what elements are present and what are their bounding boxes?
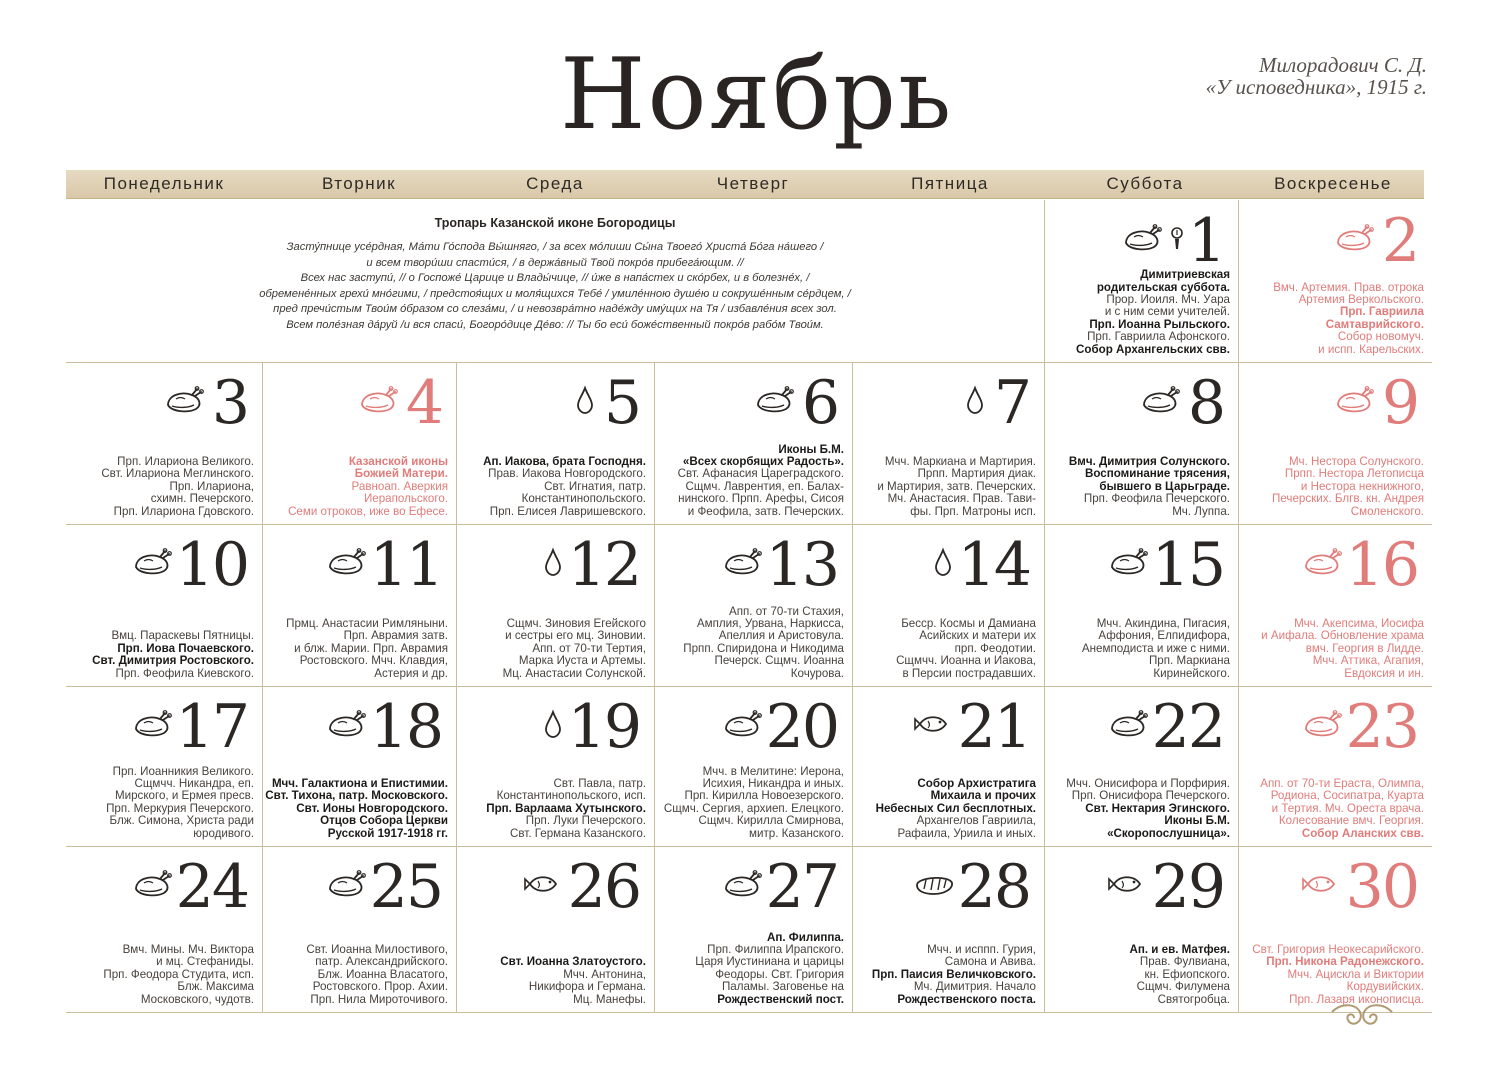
saint-line: Исихия, Никандра и иных. [702, 776, 844, 790]
saint-line: «Скоропослушница». [1107, 826, 1230, 840]
day-cell-20[interactable] [655, 687, 852, 846]
saint-line: Прп. Феодора Студита, исп. [103, 967, 254, 981]
saint-line: и блж. Марии. Прп. Аврамия [294, 641, 448, 655]
saint-line: патр. Александрийского. [315, 955, 448, 969]
saint-line: Евдоксия и ин. [1344, 666, 1424, 680]
saint-line: Прп. Луки Печерского. [525, 814, 646, 828]
roast-chicken-icon [1122, 223, 1162, 253]
water-drop-icon [964, 385, 986, 415]
day-number: 26 [567, 852, 640, 922]
saint-line: Свт. Иоанна Златоустого. [500, 955, 646, 969]
saint-line: Семи отроков, иже во Ефесе. [288, 504, 448, 518]
day-saints-text [877, 456, 1036, 518]
day-saints-text [1273, 282, 1424, 356]
day-number: 24 [175, 852, 248, 922]
saint-line: кн. Ефиопского. [1144, 967, 1230, 981]
saint-line: Апп. от 70-ти Ераста, Олимпа, [1260, 776, 1424, 790]
saint-line: Мирского, и Ермея пресв. [114, 789, 254, 803]
saint-line: Собор Архистратига [917, 776, 1036, 790]
roast-chicken-icon [1302, 709, 1342, 739]
day-cell-15[interactable] [1045, 525, 1238, 686]
saint-line: Равноап. Аверкия [351, 479, 448, 493]
saint-line: Печерск. Сщмч. Иоанна [714, 654, 844, 668]
saint-line: Московского, чудотв. [140, 992, 254, 1006]
day-saints-text [103, 944, 254, 1006]
roast-chicken-icon [722, 869, 762, 899]
saint-line: родительская суббота. [1096, 280, 1230, 294]
saint-line: прп. Феодотии. [954, 641, 1036, 655]
day-cell-18[interactable] [263, 687, 456, 846]
saint-line: Прп. Илариона, [169, 479, 254, 493]
troparion-line: и всем твори́ши спасти́ся, / в держа́вный Твой покро́в прибега́ющим. // [366, 256, 744, 269]
saint-line: и сестры его мц. Зиновии. [505, 629, 646, 643]
bread-icon [914, 869, 954, 899]
day-saints-text [288, 456, 448, 518]
saint-line: Сщмч. Кирилла Смирнова, [698, 814, 844, 828]
attribution-author: Милорадович С. Д. [1258, 53, 1427, 77]
saint-line: Прп. Паисия Величковского. [871, 967, 1036, 981]
saint-line: фы. Прп. Матроны исп. [910, 504, 1036, 518]
saint-line: Вмч. Мины. Мч. Виктора [122, 942, 254, 956]
saint-line: Иконы Б.М. [1164, 814, 1230, 828]
saint-line: Архангелов Гавриила, [916, 814, 1036, 828]
day-number: 22 [1151, 692, 1224, 762]
saint-line: «Всех скорбящих Радость». [682, 454, 844, 468]
fish-icon [1108, 869, 1148, 899]
day-cell-16[interactable] [1239, 525, 1432, 686]
saint-line: Прпп. Спиридона и Никодима [683, 641, 844, 655]
saint-line: Аффония, Елпидифора, [1098, 629, 1230, 643]
saint-line: Прп. Варлаама Хутынского. [486, 801, 646, 815]
saint-line: Блж. Иоанна Власатого, [317, 967, 448, 981]
saint-line: юродивого. [193, 826, 254, 840]
day-number: 30 [1345, 852, 1418, 922]
saint-line: Мчч. Аттика, Агапия, [1312, 654, 1424, 668]
day-number: 27 [765, 852, 838, 922]
day-saints-text [876, 778, 1036, 840]
day-cell-6[interactable] [655, 363, 852, 524]
saint-line: Свт. Афанасия Цареградского. [677, 467, 844, 481]
water-drop-icon [542, 547, 564, 577]
saint-line: Родиона, Сосипатра, Куарта [1270, 789, 1424, 803]
day-cell-27[interactable] [655, 847, 852, 1012]
roast-chicken-icon [1108, 709, 1148, 739]
saint-line: Мчч. Акиндина, Пигасия, [1096, 616, 1230, 630]
day-number: 25 [369, 852, 442, 922]
day-cell-1[interactable] [1045, 201, 1238, 362]
grid-line [66, 1012, 1432, 1013]
saint-line: Рождественского поста. [897, 992, 1036, 1006]
saint-line: Прп. Елисея Лавришевского. [489, 504, 646, 518]
day-number: 6 [801, 368, 838, 438]
day-saints-text [500, 956, 646, 1006]
day-cell-12[interactable] [457, 525, 654, 686]
saint-line: Собор Аланских свв. [1301, 826, 1424, 840]
troparion-title: Тропарь Казанской иконе Богородицы [434, 216, 676, 230]
weekday-wed: Среда [526, 174, 584, 193]
saint-line: Прп. Гавриила Афонского. [1087, 330, 1230, 344]
day-saints-text [306, 944, 448, 1006]
saint-line: Царя Иустиниана и царицы [695, 955, 844, 969]
saint-line: Прп. Филиппа Ирапского. [707, 942, 844, 956]
day-cell-29[interactable] [1045, 847, 1238, 1012]
day-number: 11 [369, 530, 442, 600]
saint-line: Прп. Лазаря иконописца. [1289, 992, 1424, 1006]
saint-line: Прмц. Анастасии Римляныни. [286, 616, 448, 630]
troparion-line: пред пречи́стым Твои́м о́бразом со слеза́ми, / и невозвра́тно наде́жду иму́щих на Тя / избавле́ния всех зол. [273, 303, 837, 316]
saint-line: Марка Иуста и Артемы. [518, 654, 646, 668]
attribution [1127, 54, 1427, 98]
month-title: Ноябрь [560, 38, 954, 152]
troparion [70, 216, 1040, 334]
saint-line: Прп. Илариона Великого. [117, 454, 254, 468]
saint-line: Прп. Меркурия Печерского. [106, 801, 254, 815]
saint-line: Мчч. Онисифора и Порфирия. [1066, 776, 1230, 790]
saint-line: Свт. Илариона Меглинского. [101, 467, 254, 481]
saint-line: Сщмч. Сергия, архиеп. Елецкого. [663, 801, 844, 815]
saint-line: Свт. Павла, патр. [553, 776, 646, 790]
saint-line: и мц. Стефаниды. [156, 955, 254, 969]
saint-line: Никифора и Германа. [528, 980, 646, 994]
saint-line: Вмч. Димитрия Солунского. [1068, 454, 1230, 468]
saint-line: Сщмчч. Никандра, еп. [134, 776, 254, 790]
day-cell-17[interactable] [67, 687, 262, 846]
saint-line: Прпп. Нестора Летописца [1284, 467, 1424, 481]
day-number: 7 [993, 368, 1030, 438]
day-cell-11[interactable] [263, 525, 456, 686]
saint-line: Прп. Никона Радонежского. [1266, 955, 1424, 969]
saint-line: Мчч. Галактиона и Епистимии. [272, 776, 448, 790]
day-number: 29 [1151, 852, 1224, 922]
day-saints-text [1066, 778, 1230, 840]
saint-line: в Персии пострадавших. [902, 666, 1036, 680]
saint-line: Мч. Анастасия. Прав. Тави- [887, 492, 1036, 506]
day-number: 13 [765, 530, 838, 600]
saint-line: и с ним семи учителей. [1104, 305, 1230, 319]
day-saints-text [503, 618, 646, 680]
saint-line: Мц. Манефы. [573, 992, 646, 1006]
day-saints-text [286, 618, 448, 680]
day-cell-3[interactable] [67, 363, 262, 524]
roast-chicken-icon [132, 547, 172, 577]
saint-line: Прп. Феофила Киевского. [115, 666, 254, 680]
day-saints-text [1252, 944, 1424, 1006]
saint-line: бывшего в Царьграде. [1099, 479, 1230, 493]
day-number: 9 [1381, 368, 1418, 438]
saint-line: Анемподиста и иже с ними. [1081, 641, 1230, 655]
day-saints-text [483, 456, 646, 518]
saint-line: Самтаврийского. [1325, 317, 1424, 331]
day-cell-2[interactable] [1239, 201, 1432, 362]
troparion-line: Всех нас заступи́, // о Госпоже́ Царице и Влады́чице, // и́же в напа́стех и ско́рбех, и в болезне́х, / [300, 272, 810, 285]
day-cell-21[interactable] [853, 687, 1044, 846]
day-cell-28[interactable] [853, 847, 1044, 1012]
saint-line: Киринейского. [1153, 666, 1230, 680]
day-saints-text [1260, 778, 1424, 840]
saint-line: Кочурова. [790, 666, 844, 680]
day-saints-text [1272, 456, 1424, 518]
day-saints-text [1261, 618, 1424, 680]
water-drop-icon [932, 547, 954, 577]
saint-line: Сщмч. Лаврентия, еп. Балах- [685, 479, 844, 493]
day-cell-13[interactable] [655, 525, 852, 686]
day-saints-text [486, 778, 646, 840]
saint-line: и Тертия. Мч. Ореста врача. [1271, 801, 1424, 815]
saint-line: Мчч. в Мелитине: Иерона, [702, 764, 844, 778]
day-number: 21 [957, 692, 1030, 762]
saint-line: Блж. Симона, Христа ради [109, 814, 254, 828]
day-cell-9[interactable] [1239, 363, 1432, 524]
fish-icon [524, 869, 564, 899]
saint-line: Свт. Ионы Новгородского. [296, 801, 448, 815]
saint-line: Божией Матери. [354, 467, 448, 481]
saint-line: Мчч. Акепсима, Иосифа [1294, 616, 1424, 630]
saint-line: Сщмчч. Иоанна и Иакова, [896, 654, 1036, 668]
weekday-tue: Вторник [321, 174, 397, 193]
saint-line: Отцов Собора Церкви [320, 814, 448, 828]
saint-line: Колесование вмч. Георгия. [1278, 814, 1424, 828]
roast-chicken-icon [326, 547, 366, 577]
roast-chicken-icon [164, 385, 204, 415]
saint-line: Ап. и ев. Матфея. [1129, 942, 1230, 956]
saint-line: Прп. Иоанникия Великого. [112, 764, 254, 778]
saint-line: Михаила и прочих [930, 789, 1036, 803]
candle-lamp-icon [1170, 225, 1184, 251]
saint-line: Астерия и др. [374, 666, 448, 680]
saint-line: Прп. Кирилла Новоезерского. [684, 789, 844, 803]
saint-line: Прп. Онисифора Печерского. [1071, 789, 1230, 803]
day-number: 4 [405, 368, 442, 438]
saint-line: Прор. Иоиля. Мч. Уара [1106, 292, 1230, 306]
roast-chicken-icon [326, 869, 366, 899]
day-number: 28 [957, 852, 1030, 922]
saint-line: Свт. Димитрия Ростовского. [92, 654, 254, 668]
saint-line: Блж. Максима [177, 980, 254, 994]
day-saints-text [106, 766, 254, 840]
saint-line: Прп. Нила Мироточивого. [310, 992, 448, 1006]
saint-line: Апп. от 70-ти Тертия, [532, 641, 646, 655]
saint-line: Апп. от 70-ти Стахия, [729, 604, 844, 618]
saint-line: Апеллия и Аристовула. [718, 629, 844, 643]
saint-line: Иерапольского. [363, 492, 448, 506]
fish-icon [914, 709, 954, 739]
roast-chicken-icon [722, 709, 762, 739]
roast-chicken-icon [358, 385, 398, 415]
day-number: 18 [369, 692, 442, 762]
day-number: 10 [175, 530, 248, 600]
roast-chicken-icon [1334, 385, 1374, 415]
saint-line: Святогробца. [1157, 992, 1230, 1006]
roast-chicken-icon [132, 709, 172, 739]
saint-line: Мц. Анастасии Солунской. [502, 666, 646, 680]
troparion-line: Засту́пнице усе́рдная, Ма́ти Го́спода Вы́шняго, / за всех мо́лиши Сы́на Твоего́ Христа́ Бо́га на́шего / [286, 241, 824, 253]
saint-line: Свт. Тихона, патр. Московского. [265, 789, 448, 803]
day-saints-text [678, 444, 844, 518]
saint-line: схимн. Печерского. [150, 492, 254, 506]
saint-line: нинского. Прпп. Арефы, Сисоя [678, 492, 844, 506]
day-saints-text [683, 606, 844, 680]
saint-line: Прп. Феофила Печерского. [1083, 492, 1230, 506]
roast-chicken-icon [132, 869, 172, 899]
saint-line: Самона и Авива. [944, 955, 1036, 969]
day-number: 20 [765, 692, 838, 762]
day-number: 8 [1187, 368, 1224, 438]
day-number: 17 [175, 692, 248, 762]
saint-line: Русской 1917-1918 гг. [327, 826, 448, 840]
saint-line: Собор Архангельских свв. [1076, 342, 1230, 356]
saint-line: Амплия, Урвана, Наркисса, [696, 616, 844, 630]
weekday-sun: Воскресенье [1274, 174, 1392, 193]
troparion-line: обремене́нных грехи́ мно́гими, / предстоя́щих и моля́щихся Тебе́ / умиле́нною душе́ю и сокруше́нным се́рдцем, / [259, 287, 851, 300]
saint-line: и Мартирия, затв. Печерских. [877, 479, 1036, 493]
saint-line: Бесср. Космы и Дамиана [901, 616, 1036, 630]
day-number: 16 [1345, 530, 1418, 600]
saint-line: Свт. Иоанна Милостивого, [306, 942, 448, 956]
day-cell-8[interactable] [1045, 363, 1238, 524]
saint-line: Прп. Гавриила [1339, 305, 1424, 319]
day-number: 15 [1151, 530, 1224, 600]
day-saints-text [1129, 944, 1230, 1006]
day-number: 2 [1381, 206, 1418, 276]
fish-icon [1302, 869, 1342, 899]
saint-line: Небесных Сил бесплотных. [875, 801, 1036, 815]
saint-line: Казанской иконы [348, 454, 448, 468]
saint-line: Мч. Димитрия. Начало [913, 980, 1036, 994]
saint-line: Прав. Фулвиана, [1139, 955, 1230, 969]
roast-chicken-icon [1302, 547, 1342, 577]
day-number: 3 [211, 368, 248, 438]
saint-line: Мч. Нестора Солунского. [1289, 454, 1424, 468]
weekday-sat: Суббота [1106, 174, 1184, 193]
saint-line: и Аифала. Обновление храма [1261, 629, 1424, 643]
saint-line: и испп. Карельских. [1318, 342, 1424, 356]
saint-line: Сщмч. Филумена [1136, 980, 1230, 994]
saint-line: Мчч. Антонина, [563, 967, 646, 981]
saint-line: Прав. Иакова Новгородского. [488, 467, 646, 481]
saint-line: Ростовского. Мчч. Клавдия, [299, 654, 448, 668]
saint-line: Прпп. Мартирия диак. [917, 467, 1036, 481]
saint-line: Смоленского. [1350, 504, 1424, 518]
saint-line: Прп. Аврамия затв. [343, 629, 448, 643]
troparion-line: Всем поле́зная да́руй /и вся спаси́, Богоро́дице Де́во: // Ты бо еси́ боже́ственный покро́в рабо́м Твои́м. [286, 318, 824, 331]
day-cell-30[interactable] [1239, 847, 1432, 1012]
day-cell-10[interactable] [67, 525, 262, 686]
saint-line: Свт. Игнатия, патр. [544, 479, 646, 493]
saint-line: Свт. Григория Неокесарийского. [1252, 942, 1424, 956]
ornament-icon [1330, 1000, 1394, 1032]
saint-line: Рождественский пост. [717, 992, 844, 1006]
saint-line: Иконы Б.М. [778, 442, 844, 456]
saint-line: Димитриевская [1140, 268, 1230, 282]
day-number: 14 [957, 530, 1030, 600]
saint-line: Константинопольского, исп. [496, 789, 646, 803]
saint-line: вмч. Георгия в Лидде. [1305, 641, 1424, 655]
attribution-source: «У исповедника», 1915 г. [1205, 75, 1427, 99]
roast-chicken-icon [1140, 385, 1180, 415]
saint-line: Паламы. Заговенье на [721, 980, 844, 994]
saint-line: Константинопольского. [521, 492, 646, 506]
saint-line: Прп. Иова Почаевского. [117, 641, 254, 655]
saint-line: Вмц. Параскевы Пятницы. [111, 629, 254, 643]
weekday-mon: Понедельник [103, 174, 225, 193]
saint-line: Асийских и матери их [919, 629, 1036, 643]
weekday-fri: Пятница [911, 174, 989, 193]
saint-line: Прп. Илариона Гдовского. [113, 504, 254, 518]
water-drop-icon [542, 709, 564, 739]
saint-line: Воспоминание трясения, [1084, 467, 1230, 481]
day-saints-text [872, 944, 1036, 1006]
day-saints-text [1082, 618, 1230, 680]
day-number: 12 [567, 530, 640, 600]
day-cell-26[interactable] [457, 847, 654, 1012]
saint-line: Ростовского. Прор. Ахии. [312, 980, 448, 994]
saint-line: Ап. Иакова, брата Господня. [483, 454, 646, 468]
day-saints-text [265, 778, 448, 840]
saint-line: Рафаила, Уриила и иных. [897, 826, 1036, 840]
saint-line: Прп. Маркиана [1148, 654, 1230, 668]
day-cell-25[interactable] [263, 847, 456, 1012]
water-drop-icon [574, 385, 596, 415]
saint-line: и Нестора некнижного, [1300, 479, 1424, 493]
saint-line: Мчч. Ацискла и Виктории [1287, 967, 1424, 981]
roast-chicken-icon [722, 547, 762, 577]
saint-line: Печерских. Блгв. кн. Андрея [1272, 492, 1424, 506]
saint-line: и Феофила, затв. Печерских. [687, 504, 844, 518]
saint-line: Свт. Нектария Эгинского. [1085, 801, 1230, 815]
saint-line: Свт. Германа Казанского. [510, 826, 646, 840]
day-saints-text [695, 932, 844, 1006]
saint-line: Ап. Филиппа. [766, 930, 844, 944]
day-cell-23[interactable] [1239, 687, 1432, 846]
saint-line: Собор новомуч. [1337, 330, 1424, 344]
weekday-thu: Четверг [716, 174, 790, 193]
saint-line: Прп. Иоанна Рыльского. [1089, 317, 1230, 331]
day-saints-text [896, 618, 1036, 680]
day-number: 19 [567, 692, 640, 762]
saint-line: Мчч. и исппп. Гурия, [927, 942, 1036, 956]
saint-line: Артемия Веркольского. [1298, 292, 1424, 306]
saint-line: Феодоры. Свт. Григория [715, 967, 844, 981]
day-saints-text [1076, 269, 1230, 356]
day-saints-text [92, 630, 254, 680]
roast-chicken-icon [754, 385, 794, 415]
saint-line: Мч. Луппа. [1172, 504, 1230, 518]
day-cell-22[interactable] [1045, 687, 1238, 846]
day-cell-19[interactable] [457, 687, 654, 846]
saint-line: Кордувийских. [1346, 980, 1424, 994]
saint-line: Вмч. Артемия. Прав. отрока [1273, 280, 1424, 294]
day-cell-7[interactable] [853, 363, 1044, 524]
roast-chicken-icon [326, 709, 366, 739]
roast-chicken-icon [1334, 223, 1374, 253]
day-number: 1 [1187, 206, 1224, 276]
day-saints-text [664, 766, 844, 840]
saint-line: Сщмч. Зиновия Егейского [506, 616, 646, 630]
day-number: 23 [1345, 692, 1418, 762]
saint-line: митр. Казанского. [749, 826, 844, 840]
saint-line: Мчч. Маркиана и Мартирия. [884, 454, 1036, 468]
day-cell-5[interactable] [457, 363, 654, 524]
day-number: 5 [603, 368, 640, 438]
day-saints-text [1069, 456, 1230, 518]
day-saints-text [101, 456, 254, 518]
day-cell-4[interactable] [263, 363, 456, 524]
weekday-header [66, 170, 1424, 199]
roast-chicken-icon [1108, 547, 1148, 577]
day-cell-14[interactable] [853, 525, 1044, 686]
day-cell-24[interactable] [67, 847, 262, 1012]
